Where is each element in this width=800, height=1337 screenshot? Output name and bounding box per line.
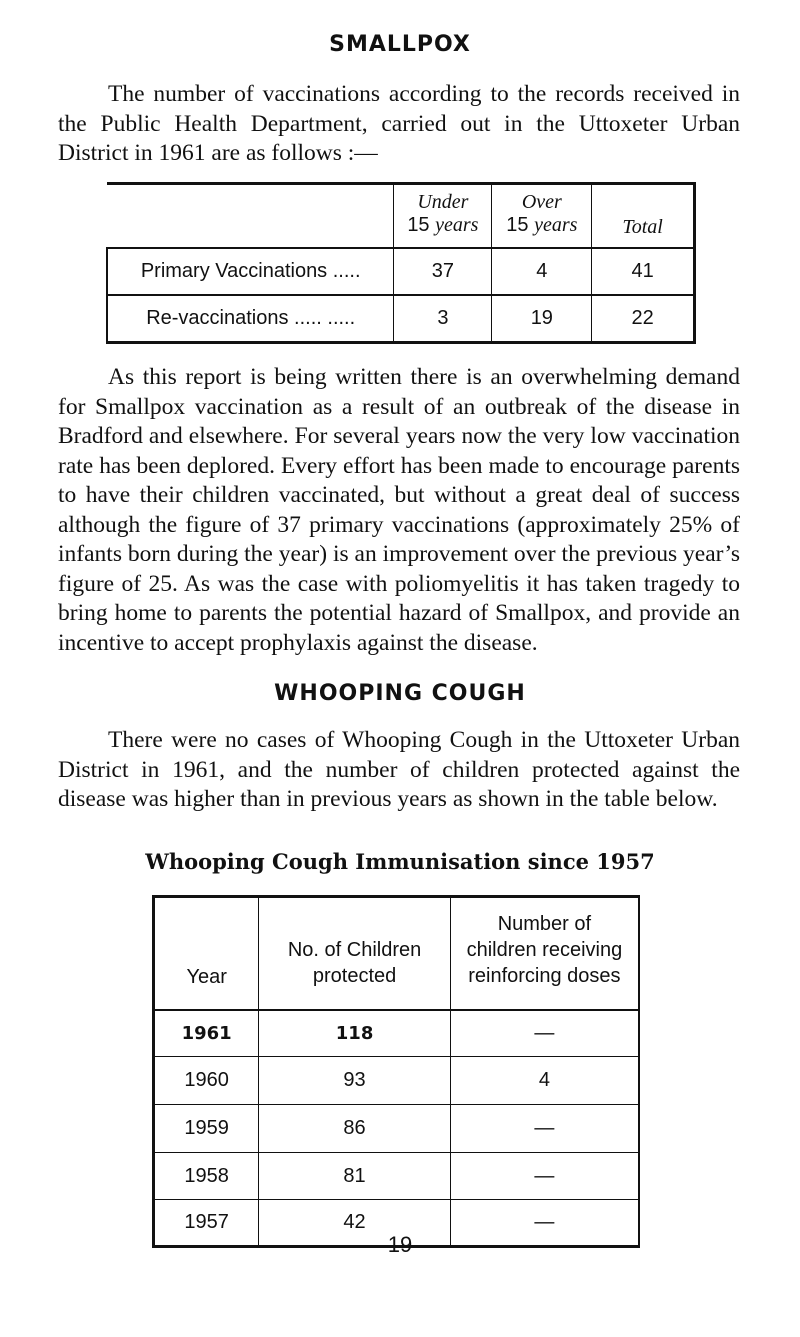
header-under-word: years: [435, 214, 479, 236]
immunisation-row: [154, 1010, 640, 1057]
row-1960-protected: 93: [259, 1057, 450, 1105]
row-1958-year: 1958: [154, 1153, 259, 1200]
header-reinforcing-line3: reinforcing doses: [468, 964, 621, 987]
header-blank-cell: [107, 184, 394, 248]
row-revacc-total: 22: [592, 295, 695, 343]
row-primary-over: 4: [492, 248, 592, 295]
immunisation-table-caption: Whooping Cough Immunisation since 1957: [145, 849, 655, 874]
immunisation-table: [152, 895, 640, 1248]
row-1960-year: 1960: [154, 1057, 259, 1105]
vaccinations-header-row: [107, 184, 695, 248]
vaccinations-row-revaccinations: [107, 295, 695, 343]
row-1959-reinforcing: —: [450, 1105, 639, 1153]
whooping-cough-heading: WHOOPING COUGH: [274, 681, 526, 706]
smallpox-heading: SMALLPOX: [329, 32, 471, 57]
header-reinforcing-line2: children receiving: [466, 938, 623, 961]
header-reinforcing-doses: [450, 897, 639, 1010]
row-primary-under: 37: [394, 248, 492, 295]
row-1961-protected: 118: [259, 1010, 450, 1057]
smallpox-intro-paragraph: [58, 80, 740, 169]
smallpox-body-paragraph: [58, 363, 740, 658]
header-total: [592, 184, 695, 248]
vaccinations-row-primary: [107, 248, 695, 295]
immunisation-row: [154, 1105, 640, 1153]
row-1957-reinforcing: —: [450, 1200, 639, 1247]
smallpox-intro-text: The number of vaccinations according to the records received in the Public Health Department, carried out in the Uttoxeter Urban District in 1961 are as follows :—: [58, 81, 740, 166]
row-revacc-over: 19: [492, 295, 592, 343]
row-1961-reinforcing: —: [450, 1010, 639, 1057]
immunisation-row: [154, 1153, 640, 1200]
header-under-15: [394, 184, 492, 248]
immunisation-row: [154, 1057, 640, 1105]
header-over-15: [492, 184, 592, 248]
header-year: Year: [154, 897, 259, 1010]
row-1957-year: 1957: [154, 1200, 259, 1247]
row-primary-total: 41: [592, 248, 695, 295]
vaccinations-table: [106, 182, 696, 344]
immunisation-header-row: [154, 897, 640, 1010]
header-children-protected: [259, 897, 450, 1010]
whooping-body-text: There were no cases of Whooping Cough in the Uttoxeter Urban District in 1961, and the number of children protected against the disease was higher than in previous years as shown in the table below.: [58, 727, 740, 812]
header-over-num: 15: [506, 214, 529, 236]
row-1958-reinforcing: —: [450, 1153, 639, 1200]
header-protected-line2: protected: [312, 964, 397, 987]
page-number: 19: [387, 1232, 413, 1257]
header-total-label: Total: [622, 215, 663, 238]
header-reinforcing-line1: Number of: [497, 912, 592, 935]
header-under-line1: Under: [417, 191, 469, 213]
row-1957-protected: 42: [259, 1200, 450, 1247]
row-1958-protected: 81: [259, 1153, 450, 1200]
smallpox-body-text: As this report is being written there is an overwhelming demand for Smallpox vaccination as a result of an outbreak of the disease in Bradford and elsewhere. For several years now the very low vaccination rate has been deplored. Every effort has been made to encourage parents to have their children vaccinated, but without a great deal of success although the figure of 37 primary vaccinations (approximately 25% of infants born during the year) is an improvement over the previous year’s figure of 25. As was the case with poliomyelitis it has taken tragedy to bring home to parents the potential hazard of Smallpox, and provide an incentive to accept prophylaxis against the disease.: [58, 364, 740, 656]
row-revacc-label: Re-vaccinations ..... .....: [107, 295, 394, 343]
header-under-num: 15: [407, 214, 430, 236]
row-1959-protected: 86: [259, 1105, 450, 1153]
row-1959-year: 1959: [154, 1105, 259, 1153]
row-1961-year: 1961: [154, 1010, 259, 1057]
row-1960-reinforcing: 4: [450, 1057, 639, 1105]
header-protected-line1: No. of Children: [287, 938, 422, 961]
row-revacc-under: 3: [394, 295, 492, 343]
header-over-word: years: [534, 214, 578, 236]
whooping-body-paragraph: [58, 726, 740, 815]
header-over-line1: Over: [521, 191, 562, 213]
row-primary-label: Primary Vaccinations .....: [107, 248, 394, 295]
